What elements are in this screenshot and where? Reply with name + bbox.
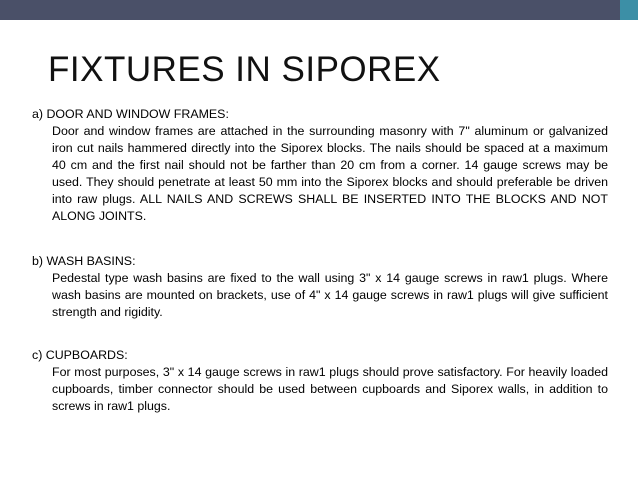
section-heading: a) DOOR AND WINDOW FRAMES: — [32, 107, 229, 121]
section-body: Pedestal type wash basins are fixed to the wall using 3" x 14 gauge screws in raw1 plugs. Where wash basins are mounted on brackets, use of 4" x 14 gauge screws in raw1 plugs will give sufficient strength and rigidity. — [52, 271, 608, 319]
section-door-window-frames — [32, 106, 608, 225]
section-cupboards — [32, 347, 608, 415]
section-heading: c) CUPBOARDS: — [32, 348, 128, 362]
top-bar — [0, 0, 638, 20]
top-accent — [620, 0, 638, 20]
section-body: For most purposes, 3" x 14 gauge screws in raw1 plugs should prove satisfactory. For heavily loaded cupboards, timber connector should be used between cupboards and Siporex walls, in addition to screws in raw1 plugs. — [52, 365, 608, 413]
section-heading: b) WASH BASINS: — [32, 254, 136, 268]
slide-title: FIXTURES IN SIPOREX — [48, 50, 441, 89]
section-wash-basins — [32, 253, 608, 321]
section-body: Door and window frames are attached in the surrounding masonry with 7" aluminum or galvanized iron cut nails hammered directly into the Siporex blocks. The nails should be spaced at a maximum 40 cm and the first nail should not be farther than 20 cm from a corner. 14 gauge screws may be used. They should penetrate at least 50 mm into the Siporex blocks and should preferable be driven into raw plugs. ALL NAILS AND SCREWS SHALL BE INSERTED INTO THE BLOCKS AND NOT ALONG JOINTS. — [52, 124, 608, 223]
